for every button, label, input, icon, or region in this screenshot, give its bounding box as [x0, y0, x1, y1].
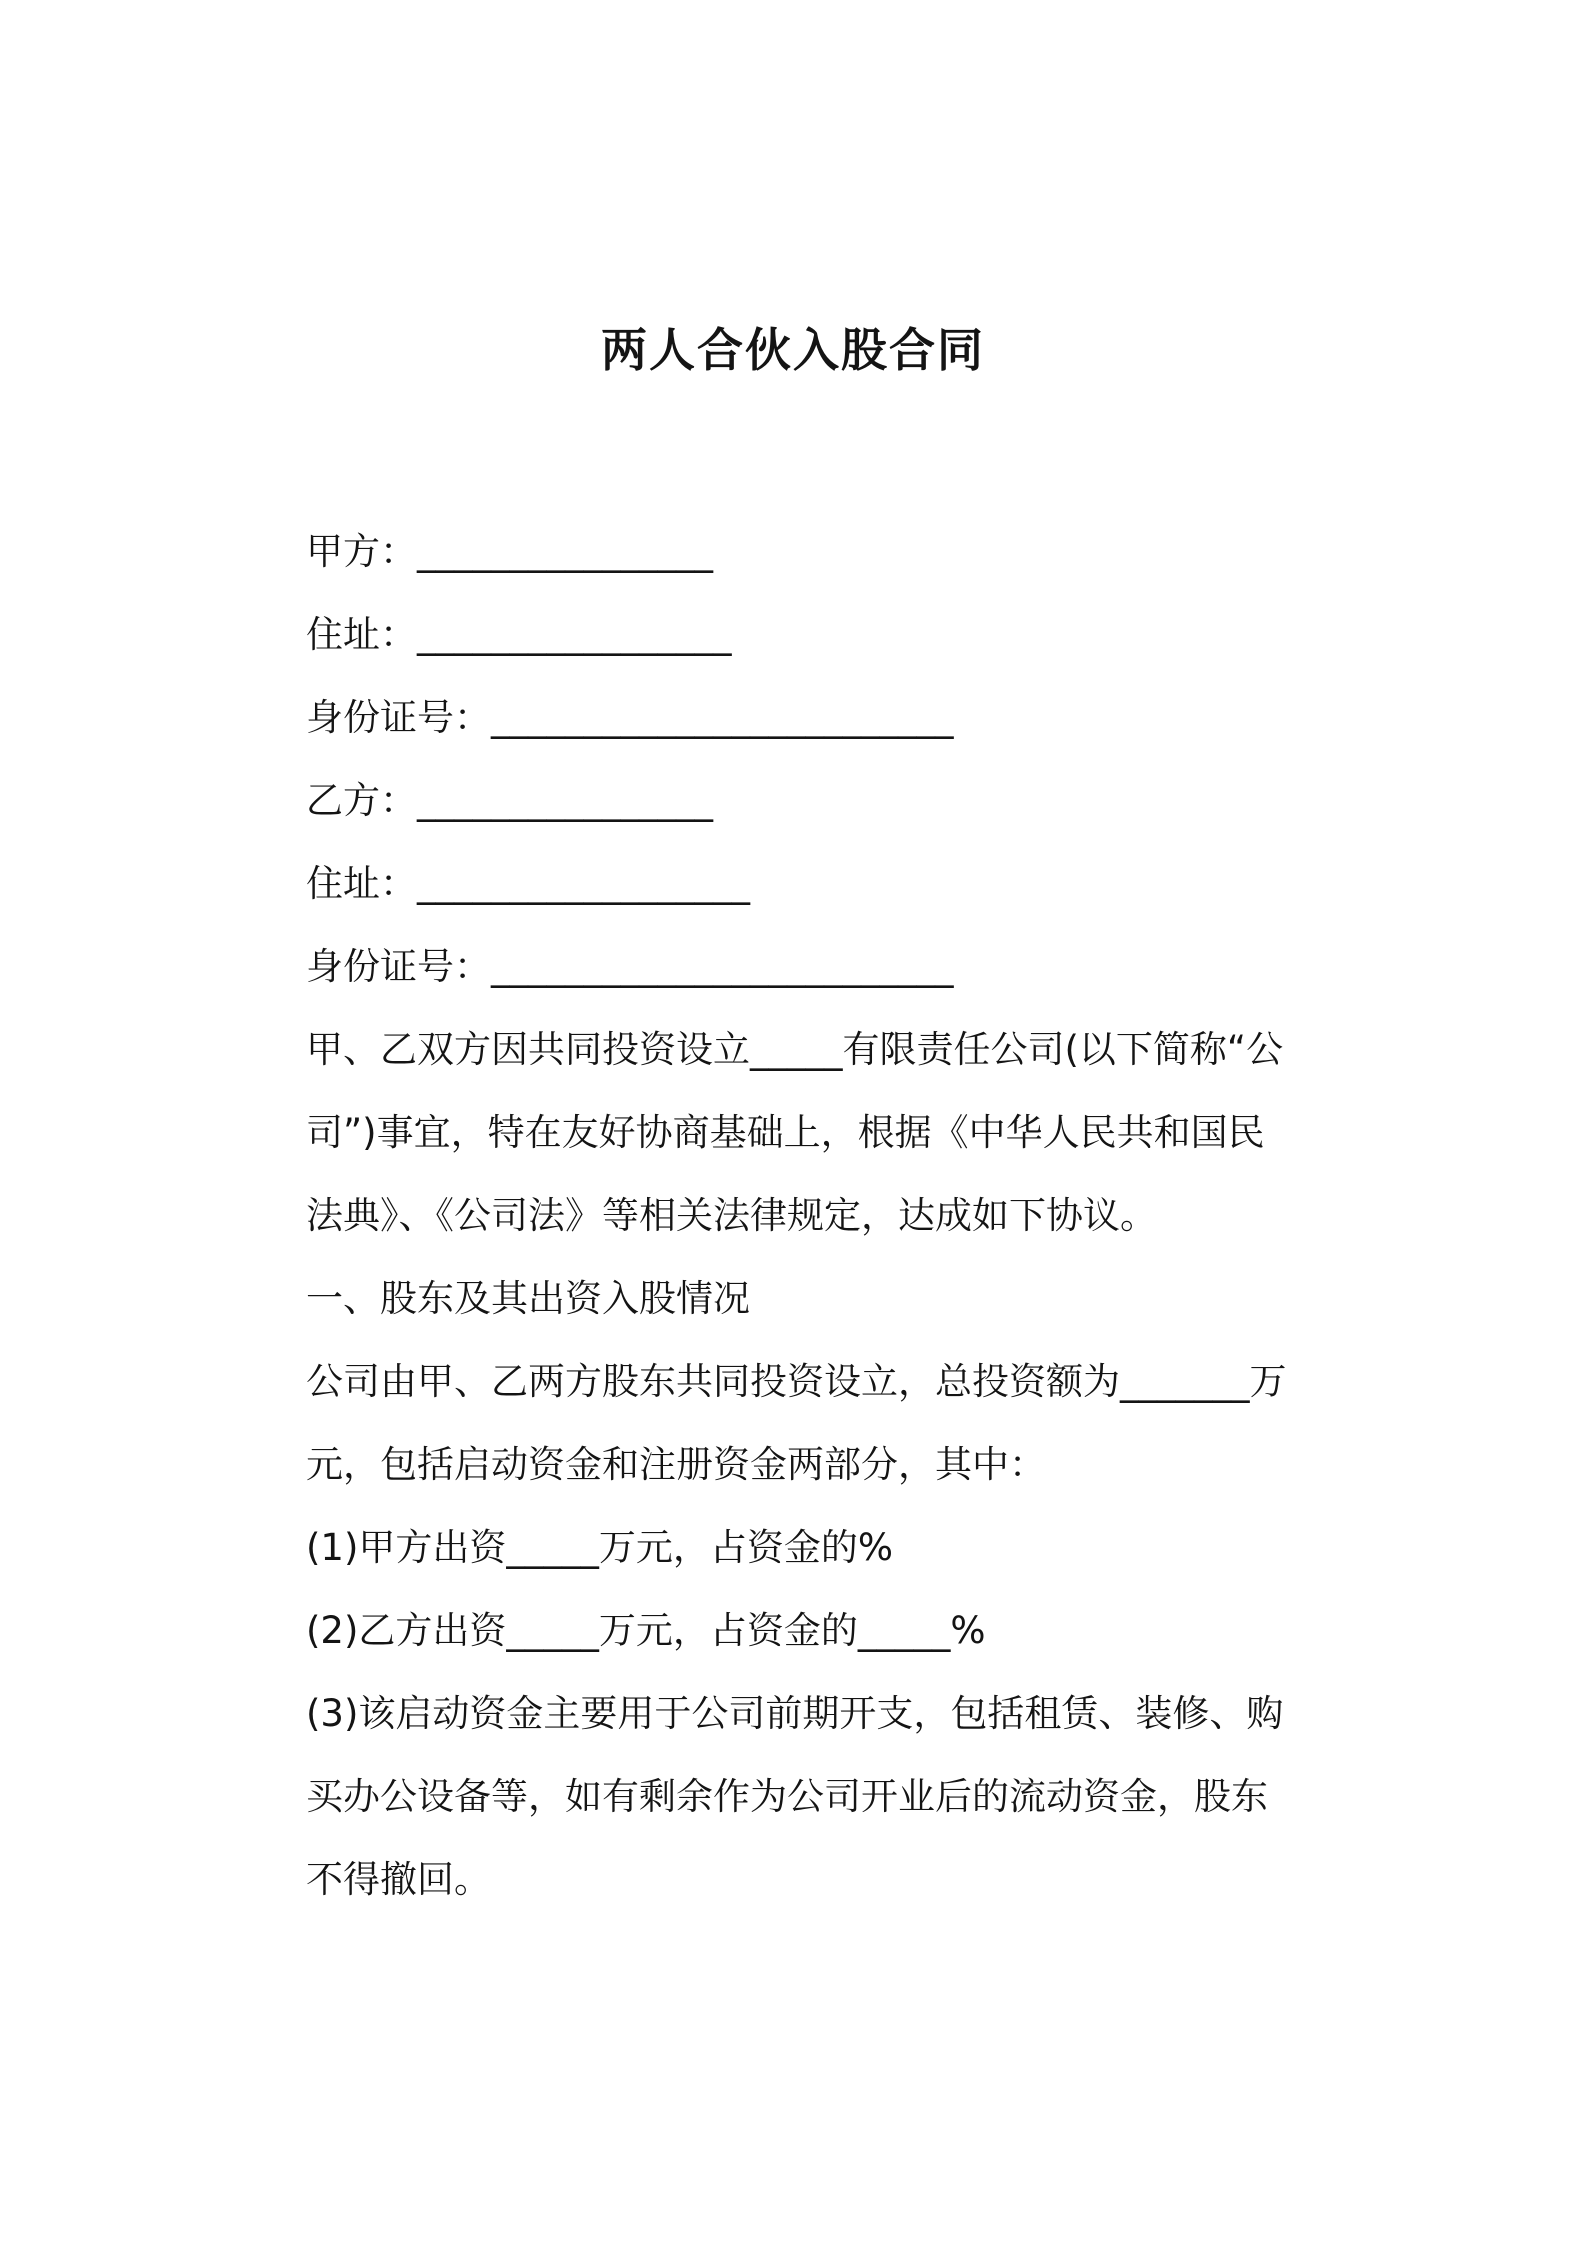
party-b-address-blank: __________________ [417, 862, 750, 905]
document-body [306, 510, 1296, 1921]
party-b-id-line [306, 925, 1296, 1008]
party-a-id-blank: _________________________ [491, 696, 954, 739]
item-2: (2)乙方出资_____万元，占资金的_____% [306, 1609, 986, 1652]
document-title: 两人合伙入股合同 [601, 323, 985, 377]
party-a-address-label: 住址： [306, 613, 417, 656]
party-a-id-line [306, 676, 1296, 759]
party-a-line [306, 510, 1296, 593]
party-b-line [306, 759, 1296, 842]
item-3: (3)该启动资金主要用于公司前期开支，包括租赁、装修、购买办公设备等，如有剩余作为公司开业后的流动资金，股东不得撤回。 [306, 1692, 1284, 1901]
party-a-label: 甲方： [306, 530, 417, 573]
section-1-intro: 公司由甲、乙两方股东共同投资设立，总投资额为_______万元，包括启动资金和注册资金两部分，其中： [306, 1360, 1287, 1486]
party-b-address-line [306, 842, 1296, 925]
party-a-blank: ________________ [417, 530, 713, 573]
party-b-label: 乙方： [306, 779, 417, 822]
party-a-address-line [306, 593, 1296, 676]
party-a-address-blank: _________________ [417, 613, 732, 656]
party-a-id-label: 身份证号： [306, 696, 491, 739]
item-1: (1)甲方出资_____万元，占资金的% [306, 1526, 894, 1569]
party-b-id-label: 身份证号： [306, 945, 491, 988]
party-b-id-blank: _________________________ [491, 945, 954, 988]
party-b-address-label: 住址： [306, 862, 417, 905]
preamble-paragraph: 甲、乙双方因共同投资设立_____有限责任公司(以下简称“公司”)事宜，特在友好协商基础上，根据《中华人民共和国民法典》、《公司法》等相关法律规定，达成如下协议。 [306, 1028, 1284, 1237]
section-1-heading: 一、股东及其出资入股情况 [306, 1277, 750, 1320]
party-b-blank: ________________ [417, 779, 713, 822]
